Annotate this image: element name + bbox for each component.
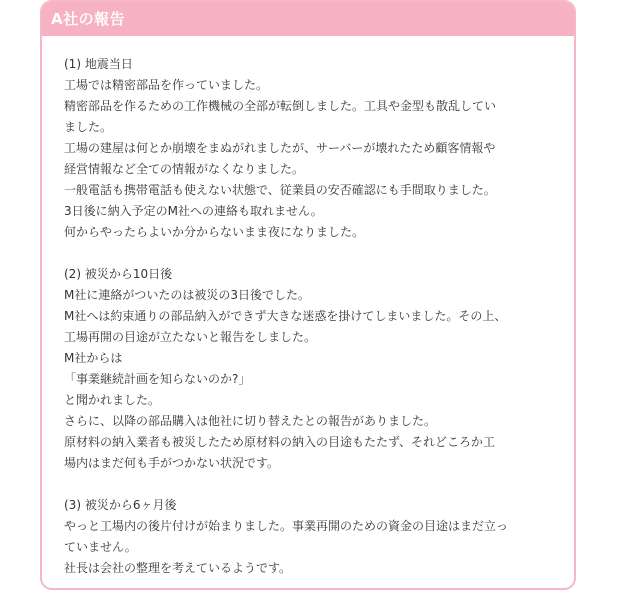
section-heading: (2) 被災から10日後	[64, 267, 173, 281]
text-line: M社からは	[64, 351, 123, 365]
text-line: 工場再開の目途が立たないと報告をしました。	[64, 330, 317, 344]
section-heading: (1) 地震当日	[64, 57, 133, 71]
panel-title: A社の報告	[42, 2, 574, 36]
report-section-ten-days-after	[64, 264, 574, 474]
text-line: M社へは約束通りの部品納入ができず大きな迷惑を掛けてしまいました。その上、	[64, 309, 507, 323]
text-line: やっと工場内の後片付けが始まりました。事業再開のための資金の目途はまだ立っ	[64, 519, 509, 533]
text-line: 3日後に納入予定のM社への連絡も取れません。	[64, 204, 323, 218]
report-body	[42, 36, 574, 579]
text-line: 「事業継続計画を知らないのか?」	[64, 372, 251, 386]
section-heading: (3) 被災から6ヶ月後	[64, 498, 177, 512]
report-section-six-months-after	[64, 495, 574, 579]
report-panel	[40, 0, 576, 590]
text-line: 社長は会社の整理を考えているようです。	[64, 561, 292, 575]
text-line: 工場の建屋は何とか崩壊をまぬがれましたが、サーバーが壊れたため顧客情報や	[64, 141, 496, 155]
report-section-day-of-earthquake	[64, 54, 574, 243]
text-line: 何からやったらよいか分からないまま夜になりました。	[64, 225, 365, 239]
text-line: 経営情報など全ての情報がなくなりました。	[64, 162, 305, 176]
text-line: ました。	[64, 120, 113, 134]
text-line: M社に連絡がついたのは被災の3日後でした。	[64, 288, 310, 302]
text-line: 精密部品を作るための工作機械の全部が転倒しました。工具や金型も散乱してい	[64, 99, 497, 113]
text-line: 原材料の納入業者も被災したため原材料の納入の目途もたたず、それどころか工	[64, 435, 496, 449]
text-line: 一般電話も携帯電話も使えない状態で、従業員の安否確認にも手間取りました。	[64, 183, 496, 197]
text-line: と聞かれました。	[64, 393, 161, 407]
text-line: さらに、以降の部品購入は他社に切り替えたとの報告がありました。	[64, 414, 437, 428]
text-line: ていません。	[64, 540, 137, 554]
text-line: 工場では精密部品を作っていました。	[64, 78, 269, 92]
text-line: 場内はまだ何も手がつかない状況です。	[64, 456, 280, 470]
